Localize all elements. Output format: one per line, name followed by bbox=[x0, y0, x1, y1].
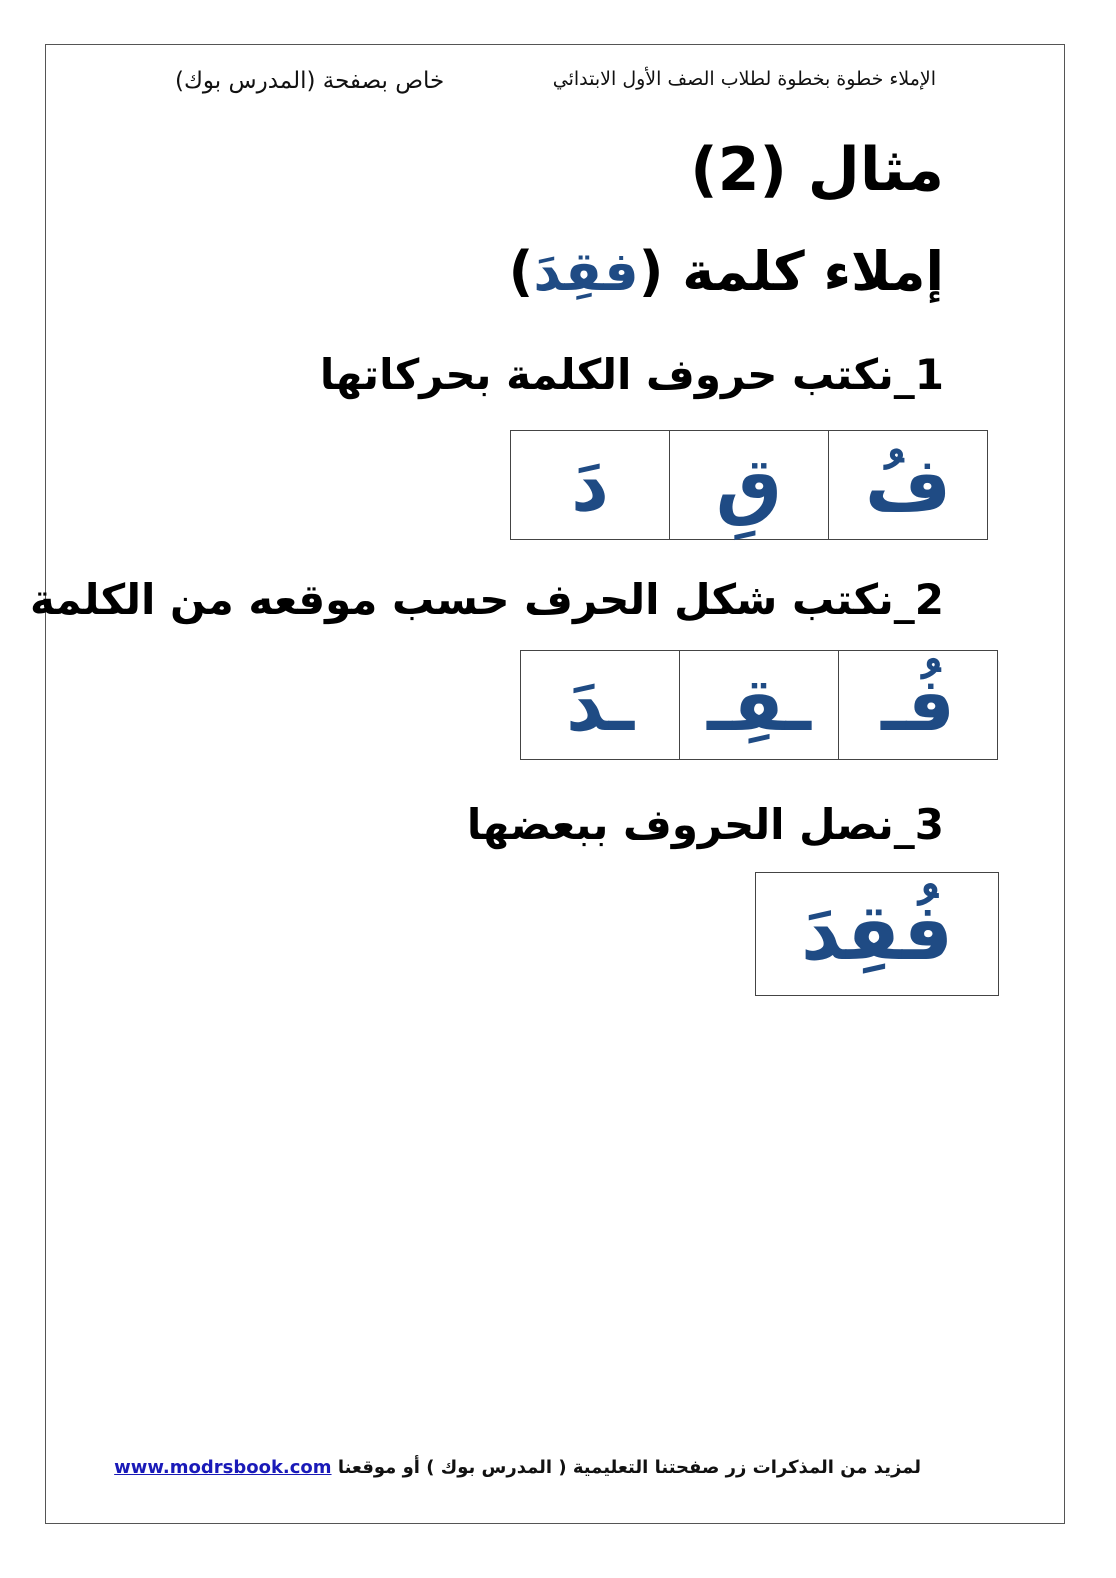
letters-with-marks-table bbox=[510, 430, 988, 540]
header-page-credit: خاص بصفحة (المدرس بوك) bbox=[175, 68, 445, 94]
joined-word-box: فُقِدَ bbox=[755, 872, 999, 996]
heading-suffix: ) bbox=[508, 240, 534, 303]
header-series-title: الإملاء خطوة بخطوة لطلاب الصف الأول الابتدائي bbox=[552, 68, 936, 90]
letter-form-box-1: فُـ bbox=[839, 651, 998, 760]
heading-prefix: إملاء كلمة ( bbox=[638, 240, 944, 303]
footer-note bbox=[114, 1457, 921, 1478]
example-title: مثال (2) bbox=[690, 135, 944, 205]
website-link[interactable]: www.modrsbook.com bbox=[114, 1457, 332, 1478]
step-3-instruction: 3_نصل الحروف ببعضها bbox=[466, 800, 944, 849]
footer-text: لمزيد من المذكرات زر صفحتنا التعليمية ( المدرس بوك ) أو موقعنا bbox=[337, 1457, 921, 1478]
letter-box-3: دَ bbox=[511, 431, 670, 540]
letter-forms-table bbox=[520, 650, 998, 760]
step-1-instruction: 1_نكتب حروف الكلمة بحركاتها bbox=[319, 350, 944, 399]
letter-box-1: فُ bbox=[829, 431, 988, 540]
step-2-instruction: 2_نكتب شكل الحرف حسب موقعه من الكلمة bbox=[30, 575, 944, 624]
target-word: فقِدَ bbox=[533, 240, 639, 303]
letter-form-box-3: ـدَ bbox=[521, 651, 680, 760]
letter-box-2: قِ bbox=[670, 431, 829, 540]
dictation-word-heading bbox=[509, 240, 944, 303]
letter-form-box-2: ـقِـ bbox=[680, 651, 839, 760]
